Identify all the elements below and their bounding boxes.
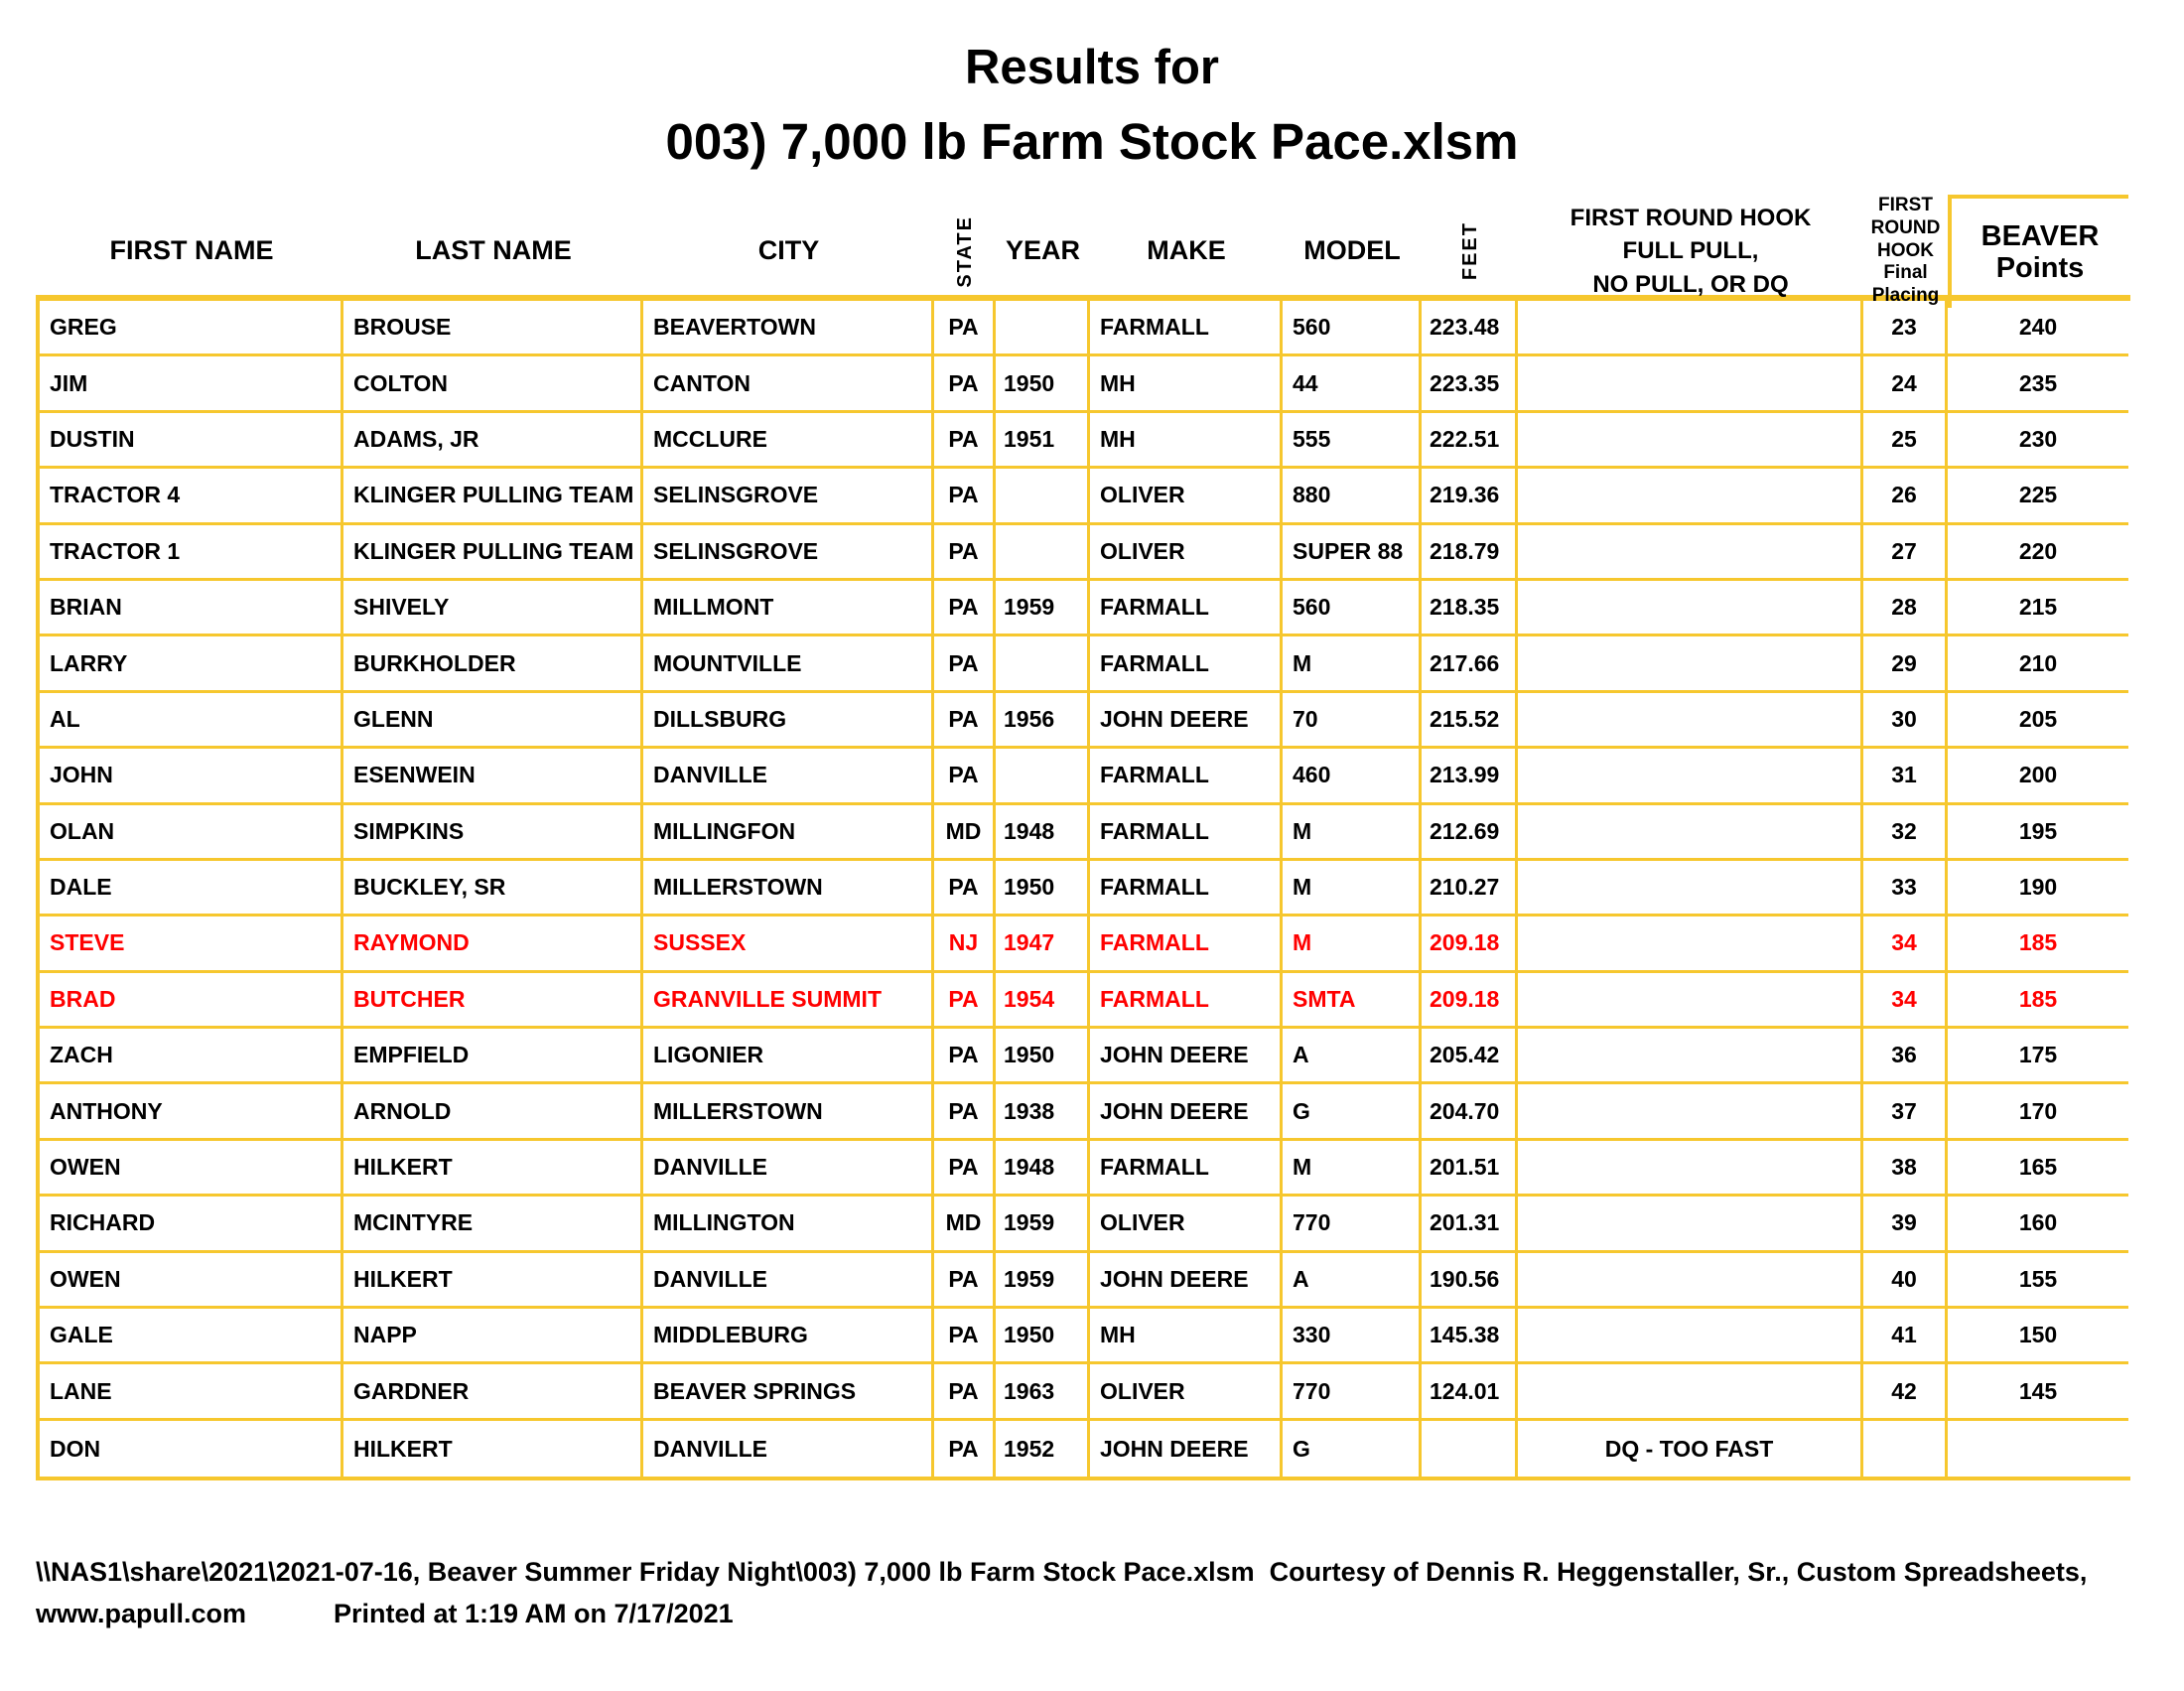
cell-first_name: DUSTIN: [40, 413, 343, 469]
cell-make: JOHN DEERE: [1090, 1253, 1283, 1309]
cell-year: [996, 525, 1090, 581]
cell-city: SUSSEX: [643, 916, 934, 972]
column-header-city: CITY: [757, 235, 820, 266]
cell-year: 1950: [996, 356, 1090, 412]
cell-year: 1959: [996, 1253, 1090, 1309]
cell-feet: 205.42: [1422, 1029, 1518, 1084]
cell-make: FARMALL: [1090, 581, 1283, 636]
cell-city: SELINSGROVE: [643, 469, 934, 524]
cell-feet: 209.18: [1422, 973, 1518, 1029]
cell-first_name: ZACH: [40, 1029, 343, 1084]
cell-state: PA: [934, 973, 996, 1029]
cell-last_name: BUCKLEY, SR: [343, 861, 643, 916]
cell-points: 225: [1948, 469, 2128, 524]
cell-placing: 23: [1863, 301, 1948, 356]
cell-feet: 145.38: [1422, 1309, 1518, 1364]
cell-state: PA: [934, 1084, 996, 1140]
column-header-state: STATE: [954, 214, 976, 288]
cell-hook: [1518, 356, 1863, 412]
cell-state: PA: [934, 861, 996, 916]
cell-feet: 215.52: [1422, 693, 1518, 749]
cell-year: 1948: [996, 805, 1090, 861]
cell-model: 460: [1283, 749, 1422, 804]
cell-year: 1947: [996, 916, 1090, 972]
cell-last_name: KLINGER PULLING TEAM: [343, 469, 643, 524]
cell-state: MD: [934, 805, 996, 861]
cell-placing: 40: [1863, 1253, 1948, 1309]
cell-feet: 204.70: [1422, 1084, 1518, 1140]
cell-first_name: JIM: [40, 356, 343, 412]
cell-model: 770: [1283, 1197, 1422, 1252]
cell-year: 1951: [996, 413, 1090, 469]
cell-model: M: [1283, 861, 1422, 916]
cell-make: FARMALL: [1090, 861, 1283, 916]
cell-points: 200: [1948, 749, 2128, 804]
cell-make: OLIVER: [1090, 469, 1283, 524]
cell-city: LIGONIER: [643, 1029, 934, 1084]
cell-hook: [1518, 861, 1863, 916]
cell-last_name: ESENWEIN: [343, 749, 643, 804]
cell-city: BEAVER SPRINGS: [643, 1364, 934, 1420]
cell-year: 1956: [996, 693, 1090, 749]
cell-last_name: BUTCHER: [343, 973, 643, 1029]
cell-points: 195: [1948, 805, 2128, 861]
cell-city: GRANVILLE SUMMIT: [643, 973, 934, 1029]
cell-feet: 218.35: [1422, 581, 1518, 636]
cell-year: 1948: [996, 1141, 1090, 1197]
cell-model: 880: [1283, 469, 1422, 524]
column-header-year: YEAR: [1005, 235, 1080, 266]
cell-model: SMTA: [1283, 973, 1422, 1029]
cell-placing: 28: [1863, 581, 1948, 636]
cell-placing: 32: [1863, 805, 1948, 861]
cell-last_name: SIMPKINS: [343, 805, 643, 861]
cell-state: PA: [934, 581, 996, 636]
cell-placing: 31: [1863, 749, 1948, 804]
cell-state: PA: [934, 1421, 996, 1477]
cell-model: 70: [1283, 693, 1422, 749]
cell-points: 175: [1948, 1029, 2128, 1084]
footer-line2: [36, 1599, 2120, 1691]
cell-feet: 222.51: [1422, 413, 1518, 469]
cell-model: M: [1283, 805, 1422, 861]
cell-placing: 25: [1863, 413, 1948, 469]
cell-hook: [1518, 301, 1863, 356]
cell-points: 205: [1948, 693, 2128, 749]
cell-hook: [1518, 1141, 1863, 1197]
cell-placing: 41: [1863, 1309, 1948, 1364]
cell-last_name: HILKERT: [343, 1253, 643, 1309]
cell-model: 560: [1283, 581, 1422, 636]
cell-city: DILLSBURG: [643, 693, 934, 749]
results-table: [36, 195, 2130, 1480]
cell-city: DANVILLE: [643, 1141, 934, 1197]
cell-model: 555: [1283, 413, 1422, 469]
cell-points: 210: [1948, 636, 2128, 692]
cell-last_name: MCINTYRE: [343, 1197, 643, 1252]
cell-make: JOHN DEERE: [1090, 693, 1283, 749]
cell-placing: 29: [1863, 636, 1948, 692]
cell-state: PA: [934, 749, 996, 804]
cell-state: PA: [934, 636, 996, 692]
footer-printed-timestamp: Printed at 1:19 AM on 7/17/2021: [334, 1599, 734, 1628]
cell-state: PA: [934, 413, 996, 469]
cell-points: 155: [1948, 1253, 2128, 1309]
cell-make: FARMALL: [1090, 749, 1283, 804]
cell-hook: [1518, 469, 1863, 524]
cell-points: [1948, 1421, 2128, 1477]
cell-feet: 190.56: [1422, 1253, 1518, 1309]
cell-state: PA: [934, 356, 996, 412]
cell-hook: [1518, 693, 1863, 749]
cell-make: MH: [1090, 1309, 1283, 1364]
cell-last_name: SHIVELY: [343, 581, 643, 636]
cell-make: FARMALL: [1090, 973, 1283, 1029]
cell-make: OLIVER: [1090, 1364, 1283, 1420]
cell-state: PA: [934, 301, 996, 356]
report-title: [0, 41, 2184, 170]
cell-placing: 39: [1863, 1197, 1948, 1252]
cell-feet: 218.79: [1422, 525, 1518, 581]
cell-first_name: GREG: [40, 301, 343, 356]
cell-points: 185: [1948, 973, 2128, 1029]
column-header-make: MAKE: [1147, 235, 1226, 266]
cell-state: PA: [934, 693, 996, 749]
cell-points: 230: [1948, 413, 2128, 469]
cell-hook: [1518, 1197, 1863, 1252]
cell-year: 1963: [996, 1364, 1090, 1420]
cell-hook: [1518, 413, 1863, 469]
cell-city: BEAVERTOWN: [643, 301, 934, 356]
cell-first_name: RICHARD: [40, 1197, 343, 1252]
cell-year: [996, 469, 1090, 524]
column-header-last_name: LAST NAME: [415, 235, 572, 266]
column-header-placing: FIRST ROUND HOOK Final Placing: [1870, 195, 1941, 307]
cell-hook: [1518, 916, 1863, 972]
cell-year: 1954: [996, 973, 1090, 1029]
cell-state: PA: [934, 1141, 996, 1197]
cell-placing: 33: [1863, 861, 1948, 916]
cell-city: MCCLURE: [643, 413, 934, 469]
cell-hook: DQ - TOO FAST: [1518, 1421, 1863, 1477]
cell-year: 1950: [996, 861, 1090, 916]
cell-first_name: TRACTOR 4: [40, 469, 343, 524]
cell-hook: [1518, 749, 1863, 804]
cell-make: MH: [1090, 413, 1283, 469]
cell-first_name: JOHN: [40, 749, 343, 804]
cell-placing: 42: [1863, 1364, 1948, 1420]
table-body: [36, 295, 2130, 1480]
cell-last_name: NAPP: [343, 1309, 643, 1364]
cell-first_name: TRACTOR 1: [40, 525, 343, 581]
cell-state: PA: [934, 1253, 996, 1309]
cell-year: [996, 749, 1090, 804]
cell-placing: [1863, 1421, 1948, 1477]
cell-state: PA: [934, 1364, 996, 1420]
cell-city: DANVILLE: [643, 1253, 934, 1309]
cell-points: 170: [1948, 1084, 2128, 1140]
cell-hook: [1518, 1309, 1863, 1364]
cell-points: 165: [1948, 1141, 2128, 1197]
cell-first_name: OWEN: [40, 1141, 343, 1197]
page-title-line2: 003) 7,000 lb Farm Stock Pace.xlsm: [665, 113, 1519, 170]
cell-points: 190: [1948, 861, 2128, 916]
cell-make: JOHN DEERE: [1090, 1084, 1283, 1140]
cell-make: FARMALL: [1090, 916, 1283, 972]
cell-points: 240: [1948, 301, 2128, 356]
cell-points: 160: [1948, 1197, 2128, 1252]
cell-first_name: LANE: [40, 1364, 343, 1420]
cell-make: JOHN DEERE: [1090, 1029, 1283, 1084]
cell-year: 1952: [996, 1421, 1090, 1477]
cell-make: FARMALL: [1090, 301, 1283, 356]
cell-points: 150: [1948, 1309, 2128, 1364]
footer-file-path: \\NAS1\share\2021\2021-07-16, Beaver Summer Friday Night\003) 7,000 lb Farm Stock Pace.xlsm Courtesy of Dennis R. Heggenstaller, Sr., Custom Spreadsheets,: [36, 1557, 2088, 1587]
cell-first_name: OWEN: [40, 1253, 343, 1309]
cell-city: DANVILLE: [643, 749, 934, 804]
cell-points: 235: [1948, 356, 2128, 412]
cell-city: MILLMONT: [643, 581, 934, 636]
cell-hook: [1518, 1084, 1863, 1140]
cell-feet: 219.36: [1422, 469, 1518, 524]
cell-city: MILLERSTOWN: [643, 1084, 934, 1140]
cell-last_name: ADAMS, JR: [343, 413, 643, 469]
cell-make: FARMALL: [1090, 805, 1283, 861]
cell-feet: 223.35: [1422, 356, 1518, 412]
cell-state: MD: [934, 1197, 996, 1252]
cell-hook: [1518, 1029, 1863, 1084]
cell-model: 770: [1283, 1364, 1422, 1420]
cell-year: 1950: [996, 1309, 1090, 1364]
cell-points: 215: [1948, 581, 2128, 636]
cell-hook: [1518, 636, 1863, 692]
cell-first_name: STEVE: [40, 916, 343, 972]
cell-hook: [1518, 581, 1863, 636]
cell-placing: 34: [1863, 973, 1948, 1029]
cell-placing: 30: [1863, 693, 1948, 749]
cell-model: G: [1283, 1084, 1422, 1140]
cell-feet: 223.48: [1422, 301, 1518, 356]
cell-city: CANTON: [643, 356, 934, 412]
cell-first_name: DALE: [40, 861, 343, 916]
cell-city: MOUNTVILLE: [643, 636, 934, 692]
cell-feet: 210.27: [1422, 861, 1518, 916]
column-header-hook: FIRST ROUND HOOK FULL PULL, NO PULL, OR DQ: [1570, 204, 1812, 298]
table-header-row: [36, 195, 2130, 307]
cell-state: PA: [934, 1029, 996, 1084]
cell-placing: 34: [1863, 916, 1948, 972]
cell-feet: 201.51: [1422, 1141, 1518, 1197]
cell-last_name: BURKHOLDER: [343, 636, 643, 692]
cell-city: DANVILLE: [643, 1421, 934, 1477]
cell-points: 220: [1948, 525, 2128, 581]
cell-year: [996, 636, 1090, 692]
cell-last_name: HILKERT: [343, 1141, 643, 1197]
cell-points: 145: [1948, 1364, 2128, 1420]
cell-placing: 38: [1863, 1141, 1948, 1197]
cell-model: G: [1283, 1421, 1422, 1477]
cell-last_name: COLTON: [343, 356, 643, 412]
cell-state: PA: [934, 525, 996, 581]
cell-placing: 36: [1863, 1029, 1948, 1084]
cell-last_name: EMPFIELD: [343, 1029, 643, 1084]
cell-hook: [1518, 1253, 1863, 1309]
cell-make: MH: [1090, 356, 1283, 412]
column-header-first_name: FIRST NAME: [109, 235, 274, 266]
column-header-points: BEAVER Points: [1948, 195, 2128, 308]
cell-model: 330: [1283, 1309, 1422, 1364]
cell-points: 185: [1948, 916, 2128, 972]
cell-placing: 27: [1863, 525, 1948, 581]
cell-feet: 124.01: [1422, 1364, 1518, 1420]
cell-state: PA: [934, 1309, 996, 1364]
column-header-model: MODEL: [1303, 235, 1401, 266]
cell-placing: 26: [1863, 469, 1948, 524]
cell-model: 560: [1283, 301, 1422, 356]
cell-last_name: KLINGER PULLING TEAM: [343, 525, 643, 581]
cell-year: 1938: [996, 1084, 1090, 1140]
cell-year: 1959: [996, 1197, 1090, 1252]
cell-make: FARMALL: [1090, 1141, 1283, 1197]
cell-city: SELINSGROVE: [643, 525, 934, 581]
cell-make: JOHN DEERE: [1090, 1421, 1283, 1477]
page-title-line1: Results for: [965, 41, 1219, 94]
cell-feet: [1422, 1421, 1518, 1477]
cell-model: M: [1283, 1141, 1422, 1197]
footer-website: www.papull.com: [36, 1599, 247, 1628]
cell-city: MILLINGFON: [643, 805, 934, 861]
cell-city: MIDDLEBURG: [643, 1309, 934, 1364]
cell-year: 1959: [996, 581, 1090, 636]
cell-last_name: RAYMOND: [343, 916, 643, 972]
cell-placing: 24: [1863, 356, 1948, 412]
cell-state: PA: [934, 469, 996, 524]
cell-placing: 37: [1863, 1084, 1948, 1140]
cell-first_name: OLAN: [40, 805, 343, 861]
cell-hook: [1518, 805, 1863, 861]
cell-city: MILLINGTON: [643, 1197, 934, 1252]
cell-last_name: ARNOLD: [343, 1084, 643, 1140]
cell-make: OLIVER: [1090, 1197, 1283, 1252]
cell-feet: 201.31: [1422, 1197, 1518, 1252]
cell-year: 1950: [996, 1029, 1090, 1084]
cell-feet: 209.18: [1422, 916, 1518, 972]
cell-first_name: DON: [40, 1421, 343, 1477]
cell-model: A: [1283, 1253, 1422, 1309]
cell-make: OLIVER: [1090, 525, 1283, 581]
cell-last_name: GLENN: [343, 693, 643, 749]
cell-first_name: GALE: [40, 1309, 343, 1364]
cell-first_name: ANTHONY: [40, 1084, 343, 1140]
cell-last_name: HILKERT: [343, 1421, 643, 1477]
cell-model: A: [1283, 1029, 1422, 1084]
cell-year: [996, 301, 1090, 356]
cell-city: MILLERSTOWN: [643, 861, 934, 916]
cell-first_name: AL: [40, 693, 343, 749]
cell-make: FARMALL: [1090, 636, 1283, 692]
cell-last_name: BROUSE: [343, 301, 643, 356]
cell-model: M: [1283, 636, 1422, 692]
cell-feet: 212.69: [1422, 805, 1518, 861]
column-header-feet: FEET: [1458, 221, 1481, 281]
cell-model: 44: [1283, 356, 1422, 412]
cell-feet: 213.99: [1422, 749, 1518, 804]
cell-model: M: [1283, 916, 1422, 972]
cell-hook: [1518, 973, 1863, 1029]
cell-last_name: GARDNER: [343, 1364, 643, 1420]
cell-first_name: LARRY: [40, 636, 343, 692]
cell-hook: [1518, 1364, 1863, 1420]
cell-model: SUPER 88: [1283, 525, 1422, 581]
cell-hook: [1518, 525, 1863, 581]
cell-feet: 217.66: [1422, 636, 1518, 692]
cell-state: NJ: [934, 916, 996, 972]
cell-first_name: BRAD: [40, 973, 343, 1029]
cell-first_name: BRIAN: [40, 581, 343, 636]
